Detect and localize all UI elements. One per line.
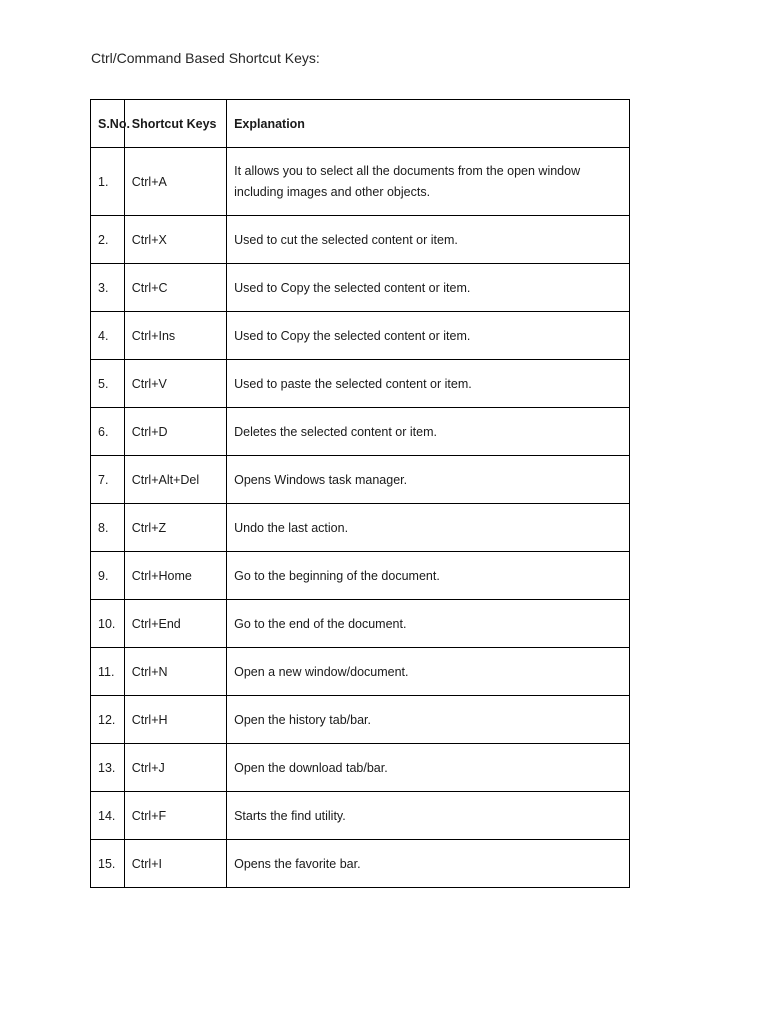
table-row [91, 312, 630, 360]
row-sno: 13. [91, 744, 125, 792]
table-row [91, 216, 630, 264]
shortcut-table [90, 99, 630, 888]
row-sno: 14. [91, 792, 125, 840]
row-explanation: Starts the find utility. [227, 792, 630, 840]
table-row [91, 792, 630, 840]
table-row [91, 744, 630, 792]
row-sno: 3. [91, 264, 125, 312]
table-row [91, 696, 630, 744]
row-explanation: Undo the last action. [227, 504, 630, 552]
row-shortcut-key: Ctrl+C [124, 264, 226, 312]
table-row [91, 360, 630, 408]
row-shortcut-key: Ctrl+F [124, 792, 226, 840]
row-explanation: Opens Windows task manager. [227, 456, 630, 504]
row-explanation: Open the history tab/bar. [227, 696, 630, 744]
row-sno: 9. [91, 552, 125, 600]
row-explanation: Used to cut the selected content or item. [227, 216, 630, 264]
row-shortcut-key: Ctrl+X [124, 216, 226, 264]
row-shortcut-key: Ctrl+A [124, 148, 226, 216]
table-row [91, 504, 630, 552]
row-sno: 1. [91, 148, 125, 216]
row-sno: 6. [91, 408, 125, 456]
row-shortcut-key: Ctrl+Z [124, 504, 226, 552]
table-header-row [91, 100, 630, 148]
row-explanation: Go to the end of the document. [227, 600, 630, 648]
document-title: Ctrl/Command Based Shortcut Keys: [91, 50, 320, 66]
row-sno: 5. [91, 360, 125, 408]
row-shortcut-key: Ctrl+Ins [124, 312, 226, 360]
header-sno: S.No. [91, 100, 125, 148]
row-shortcut-key: Ctrl+H [124, 696, 226, 744]
header-shortcut-keys: Shortcut Keys [124, 100, 226, 148]
table-row [91, 456, 630, 504]
row-sno: 10. [91, 600, 125, 648]
table-row [91, 648, 630, 696]
row-shortcut-key: Ctrl+J [124, 744, 226, 792]
row-sno: 7. [91, 456, 125, 504]
row-shortcut-key: Ctrl+N [124, 648, 226, 696]
row-explanation: Used to Copy the selected content or item. [227, 264, 630, 312]
row-sno: 11. [91, 648, 125, 696]
row-shortcut-key: Ctrl+Home [124, 552, 226, 600]
table-row [91, 552, 630, 600]
row-shortcut-key: Ctrl+V [124, 360, 226, 408]
table-row [91, 148, 630, 216]
row-sno: 4. [91, 312, 125, 360]
row-sno: 2. [91, 216, 125, 264]
table-row [91, 600, 630, 648]
row-explanation: Used to Copy the selected content or item. [227, 312, 630, 360]
table-row [91, 264, 630, 312]
table-row [91, 840, 630, 888]
header-explanation: Explanation [227, 100, 630, 148]
row-explanation: Go to the beginning of the document. [227, 552, 630, 600]
row-sno: 8. [91, 504, 125, 552]
row-shortcut-key: Ctrl+Alt+Del [124, 456, 226, 504]
row-sno: 12. [91, 696, 125, 744]
row-explanation: Deletes the selected content or item. [227, 408, 630, 456]
row-shortcut-key: Ctrl+End [124, 600, 226, 648]
row-explanation: Opens the favorite bar. [227, 840, 630, 888]
row-explanation: It allows you to select all the documents from the open window including images and other objects. [227, 148, 630, 216]
row-explanation: Open a new window/document. [227, 648, 630, 696]
row-explanation: Used to paste the selected content or item. [227, 360, 630, 408]
row-explanation: Open the download tab/bar. [227, 744, 630, 792]
row-sno: 15. [91, 840, 125, 888]
row-shortcut-key: Ctrl+I [124, 840, 226, 888]
row-shortcut-key: Ctrl+D [124, 408, 226, 456]
table-row [91, 408, 630, 456]
